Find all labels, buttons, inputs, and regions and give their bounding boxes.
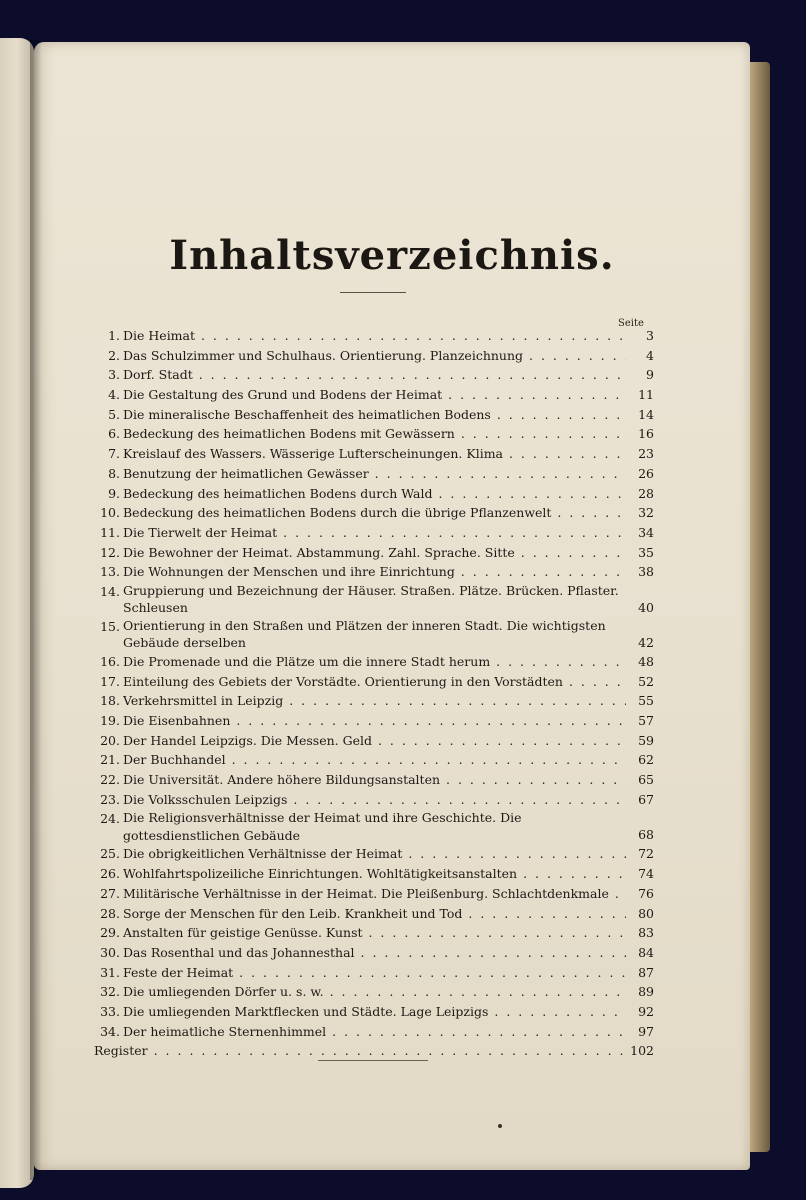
- toc-entry: 21. Der Buchhandel . . . 62: [94, 750, 654, 770]
- toc-entry: 7. Kreislauf des Wassers. Wässerige Lufterscheinungen. Klima . . . 23: [94, 444, 654, 464]
- toc-entry: 26. Wohlfahrtspolizeiliche Einrichtungen. Wohltätigkeitsanstalten . . . 74: [94, 864, 654, 884]
- seite-label: Seite: [618, 318, 644, 329]
- toc-entry: 3. Dorf. Stadt . . . 9: [94, 365, 654, 385]
- toc-entry: 27. Militärische Verhältnisse in der Heimat. Die Pleißenburg. Schlachtdenkmale . . . 76: [94, 884, 654, 904]
- toc-entry: 20. Der Handel Leipzigs. Die Messen. Geld . . . 59: [94, 731, 654, 751]
- toc-entry: 10. Bedeckung des heimatlichen Bodens durch die übrige Pflanzenwelt . . . 32: [94, 503, 654, 523]
- gutter-shadow: [30, 40, 42, 1180]
- toc-entry: 23. Die Volksschulen Leipzigs . . . 67: [94, 790, 654, 810]
- toc-entry: 11. Die Tierwelt der Heimat . . . 34: [94, 523, 654, 543]
- closing-divider: [318, 1060, 428, 1061]
- page-title: Inhaltsverzeichnis.: [169, 232, 615, 279]
- table-of-contents: [94, 326, 654, 1061]
- toc-entry: 32. Die umliegenden Dörfer u. s. w. . . . 89: [94, 982, 654, 1002]
- toc-entry: 18. Verkehrsmittel in Leipzig . . . 55: [94, 691, 654, 711]
- toc-entry: 24. Die Religionsverhältnisse der Heimat und ihre Geschichte. Die gottesdienstlichen Gebäude 68: [100, 810, 654, 843]
- toc-entry: 16. Die Promenade und die Plätze um die innere Stadt herum . . . 48: [94, 652, 654, 672]
- toc-entry: 14. Gruppierung und Bezeichnung der Häuser. Straßen. Plätze. Brücken. Pflaster. Schleusen 40: [100, 582, 654, 616]
- toc-entry: 28. Sorge der Menschen für den Leib. Krankheit und Tod . . . 80: [94, 904, 654, 924]
- toc-entry: 34. Der heimatliche Sternenhimmel . . . 97: [94, 1022, 654, 1042]
- toc-entry: 33. Die umliegenden Marktflecken und Städte. Lage Leipzigs . . . 92: [94, 1002, 654, 1022]
- toc-entry: 4. Die Gestaltung des Grund und Bodens der Heimat . . . 11: [94, 385, 654, 405]
- toc-register-entry: Register . . . 102: [94, 1041, 654, 1061]
- toc-entry: 6. Bedeckung des heimatlichen Bodens mit Gewässern . . . 16: [94, 424, 654, 444]
- title-divider: [340, 292, 406, 293]
- toc-entry: 29. Anstalten für geistige Genüsse. Kunst . . . 83: [94, 923, 654, 943]
- toc-entry: 19. Die Eisenbahnen . . . 57: [94, 711, 654, 731]
- book-page: [34, 42, 750, 1170]
- facing-page-edge: [0, 38, 34, 1188]
- ink-spot: [498, 1124, 502, 1128]
- toc-entry: 17. Einteilung des Gebiets der Vorstädte. Orientierung in den Vorstädten . . . 52: [94, 672, 654, 692]
- toc-entry: 13. Die Wohnungen der Menschen und ihre Einrichtung . . . 38: [94, 562, 654, 582]
- toc-entry: 2. Das Schulzimmer und Schulhaus. Orientierung. Planzeichnung . . . 4: [94, 346, 654, 366]
- toc-entry: 8. Benutzung der heimatlichen Gewässer . . . 26: [94, 464, 654, 484]
- toc-entry: 5. Die mineralische Beschaffenheit des heimatlichen Bodens . . . 14: [94, 405, 654, 425]
- toc-entry: 31. Feste der Heimat . . . 87: [94, 963, 654, 983]
- toc-entry: 22. Die Universität. Andere höhere Bildungsanstalten . . . 65: [94, 770, 654, 790]
- toc-entry: 12. Die Bewohner der Heimat. Abstammung. Zahl. Sprache. Sitte . . . 35: [94, 543, 654, 563]
- toc-entry: 30. Das Rosenthal und das Johannesthal . . . 84: [94, 943, 654, 963]
- toc-entry: 25. Die obrigkeitlichen Verhältnisse der Heimat . . . 72: [94, 844, 654, 864]
- toc-entry: 9. Bedeckung des heimatlichen Bodens durch Wald . . . 28: [94, 484, 654, 504]
- toc-entry: 1. Die Heimat . . . 3: [94, 326, 654, 346]
- toc-entry: 15. Orientierung in den Straßen und Plätzen der inneren Stadt. Die wichtigsten Gebäude derselben 42: [100, 617, 654, 651]
